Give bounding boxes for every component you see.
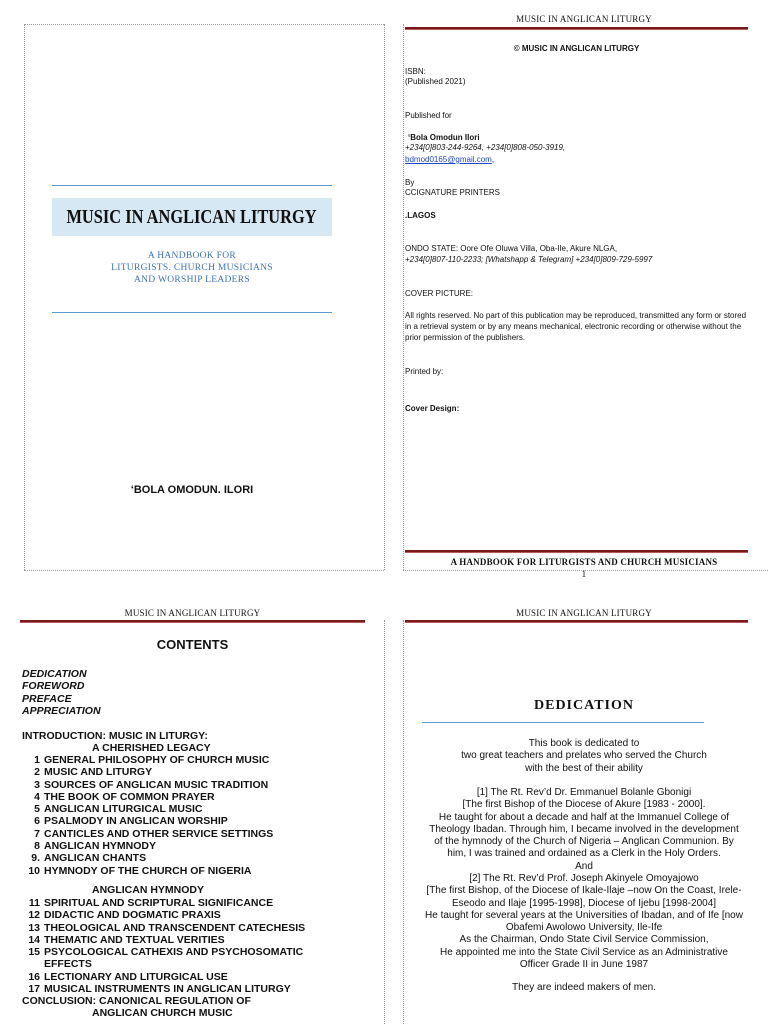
footer-text: A HANDBOOK FOR LITURGISTS AND CHURCH MUSICIANS xyxy=(450,557,718,567)
toc-introduction xyxy=(22,730,211,755)
dedication-line: He taught for about a decade and half at the Immanuel College of xyxy=(438,811,730,823)
ondo-address: ONDO STATE: Oore Ofe Oluwa Villa, Oba-Ile, Akure NLGA, xyxy=(405,244,618,253)
toc-chapter[interactable] xyxy=(26,766,273,778)
toc-number: 6 xyxy=(34,815,40,828)
toc-chapters-b xyxy=(26,897,305,995)
toc-chapter-title: LECTIONARY AND LITURGICAL USE xyxy=(44,970,228,983)
dedication-line: Eseodo and Ilaje [1995-1998], Diocese of Ijebu [1998-2004] xyxy=(451,897,717,909)
toc-chapter[interactable] xyxy=(26,897,305,909)
toc-chapter[interactable] xyxy=(26,779,273,791)
published-year: (Published 2021) xyxy=(405,77,466,86)
toc-chapter[interactable] xyxy=(26,934,305,946)
rights-line: prior permission of the publishers. xyxy=(405,333,526,342)
dedication-line: of the hymnody of the Church of Nigeria – Anglican Communion. By xyxy=(434,836,734,848)
toc-chapter-title: PSYCOLOGICAL CATHEXIS AND PSYCHOSOMATIC xyxy=(44,946,304,959)
contents-title: CONTENTS xyxy=(156,637,229,652)
subtitle-line: A HANDBOOK FOR xyxy=(147,251,237,261)
dedication-line: [The first Bishop of the Diocese of Akure [1983 - 2000]. xyxy=(462,799,706,811)
toc-item[interactable]: FOREWORD xyxy=(22,680,85,693)
toc-number: 13 xyxy=(28,921,40,934)
toc-number: 17 xyxy=(28,983,40,996)
toc-item: A CHERISHED LEGACY xyxy=(92,742,211,755)
footer-rule xyxy=(405,550,748,553)
toc-number: 9. xyxy=(31,852,40,865)
toc-chapter-title: ANGLICAN HYMNODY xyxy=(44,840,156,853)
cover-title-box xyxy=(52,198,332,236)
cover-border-bottom xyxy=(24,570,384,571)
toc-chapter-title: THEOLOGICAL AND TRANSCENDENT CATECHESIS xyxy=(44,921,306,934)
toc-chapter[interactable] xyxy=(26,865,273,877)
contents-border-right xyxy=(384,620,385,1024)
header-rule xyxy=(405,620,748,623)
toc-chapter[interactable] xyxy=(26,828,273,840)
publisher-email-line xyxy=(405,155,494,165)
dedication-line: As the Chairman, Ondo State Civil Service Commission, xyxy=(459,934,709,946)
running-head: MUSIC IN ANGLICAN LITURGY xyxy=(124,608,261,618)
running-head: MUSIC IN ANGLICAN LITURGY xyxy=(516,608,652,618)
cover-subtitle xyxy=(52,250,332,286)
toc-chapter-title: SOURCES OF ANGLICAN MUSIC TRADITION xyxy=(44,778,269,791)
by-label: By xyxy=(405,178,415,187)
cover-design-label: Cover Design: xyxy=(405,404,460,413)
toc-item: ANGLICAN CHURCH MUSIC xyxy=(92,1007,233,1020)
toc-number: 11 xyxy=(28,897,40,909)
toc-item[interactable]: CONCLUSION: CANONICAL REGULATION OF xyxy=(22,995,251,1007)
toc-item[interactable]: DEDICATION xyxy=(22,668,87,680)
copyright-border-left xyxy=(403,24,404,570)
toc-chapter-title: THE BOOK OF COMMON PRAYER xyxy=(44,790,215,803)
toc-chapter-title: DIDACTIC AND DOGMATIC PRAXIS xyxy=(44,909,221,922)
dedication-line: He appointed me into the State Civil Service as an Administrative xyxy=(440,946,728,958)
rights-line: in a retrieval system or by any means mechanical, electronic recording or otherwise without the xyxy=(405,322,742,331)
toc-chapter[interactable] xyxy=(26,971,305,983)
printer-city: .LAGOS xyxy=(405,211,436,220)
toc-conclusion xyxy=(22,995,251,1020)
toc-chapter-title: MUSIC AND LITURGY xyxy=(44,766,153,779)
toc-chapter[interactable] xyxy=(26,946,305,958)
printer-name: CCIGNATURE PRINTERS xyxy=(405,188,500,197)
running-head: MUSIC IN ANGLICAN LITURGY xyxy=(516,14,652,24)
cover-picture-label: COVER PICTURE: xyxy=(405,289,474,298)
toc-number: 12 xyxy=(28,909,40,922)
header-rule xyxy=(20,620,365,623)
copyright-heading: © MUSIC IN ANGLICAN LITURGY xyxy=(513,44,640,53)
toc-chapter[interactable] xyxy=(26,983,305,995)
page-number: 1 xyxy=(581,569,587,579)
toc-chapter-title: MUSICAL INSTRUMENTS IN ANGLICAN LITURGY xyxy=(44,983,291,996)
toc-chapter[interactable] xyxy=(26,852,273,864)
dedication-title: DEDICATION xyxy=(534,698,634,713)
toc-chapter[interactable] xyxy=(26,815,273,827)
printed-by-label: Printed by: xyxy=(405,367,444,376)
dedication-line: with the best of their ability xyxy=(525,762,643,774)
toc-chapter[interactable] xyxy=(26,791,273,803)
toc-chapter-title: ANGLICAN LITURGICAL MUSIC xyxy=(44,803,203,816)
subtitle-line: AND WORSHIP LEADERS xyxy=(133,275,250,285)
dedication-second xyxy=(405,873,763,971)
toc-chapter-title: ANGLICAN CHANTS xyxy=(44,852,147,865)
toc-chapter-title: EFFECTS xyxy=(44,958,92,971)
toc-chapter[interactable] xyxy=(26,840,273,852)
dedication-first xyxy=(405,787,763,873)
dedication-line: And xyxy=(575,860,593,872)
dedication-line: He taught for several years at the Universities of Ibadan, and of Ife [now xyxy=(425,909,743,921)
dedication-closing: They are indeed makers of men. xyxy=(512,982,656,993)
toc-chapter-title: THEMATIC AND TEXTUAL VERITIES xyxy=(44,933,225,946)
dedication-line: [1] The Rt. Rev’d Dr. Emmanuel Bolanle Gbonigi xyxy=(476,787,692,798)
ondo-phones: +234[0]807-110-2233; [Whatshapp & Telegram] +234[0]809-729-5997 xyxy=(405,255,653,264)
toc-item[interactable]: APPRECIATION xyxy=(22,704,101,717)
toc-front-matter xyxy=(22,668,101,717)
rights-line: All rights reserved. No part of this publication may be reproduced, transmitted any form or stored xyxy=(405,311,747,320)
toc-chapter-title: GENERAL PHILOSOPHY OF CHURCH MUSIC xyxy=(44,754,270,766)
toc-chapter[interactable] xyxy=(26,803,273,815)
toc-number: 3 xyxy=(34,778,40,791)
cover-border-left xyxy=(24,24,25,570)
toc-number: 7 xyxy=(34,827,40,840)
toc-number: 15 xyxy=(28,946,40,959)
toc-chapter-title: CANTICLES AND OTHER SERVICE SETTINGS xyxy=(44,827,274,840)
email-suffix: , xyxy=(491,155,495,164)
dedication-intro xyxy=(405,738,763,775)
published-for-label: Published for xyxy=(405,111,452,120)
dedication-line: two great teachers and prelates who served the Church xyxy=(461,750,707,762)
dedication-line: Officer Grade II in June 1987 xyxy=(519,959,649,971)
toc-item[interactable]: INTRODUCTION: MUSIC IN LITURGY: xyxy=(22,730,208,742)
cover-top-rule xyxy=(52,185,332,186)
toc-chapter-title: HYMNODY OF THE CHURCH OF NIGERIA xyxy=(44,864,252,877)
header-rule xyxy=(405,27,748,30)
toc-chapter[interactable] xyxy=(26,909,305,921)
toc-chapters-a xyxy=(26,754,273,877)
dedication-underline xyxy=(422,722,704,723)
dedication-line: [2] The Rt. Rev’d Prof. Joseph Akinyele Omoyajowo xyxy=(469,873,699,884)
dedication-line: Theology Ibadan. Through him, I became involved in the development xyxy=(429,823,739,835)
publisher-name: ‘Bola Omodun Ilori xyxy=(408,133,480,142)
dedication-line: This book is dedicated to xyxy=(528,738,640,749)
publisher-phones: +234[0]803-244-9264, +234[0]808-050-3919, xyxy=(405,143,566,152)
cover-border-top xyxy=(24,24,384,25)
isbn-label: ISBN: xyxy=(405,67,426,76)
toc-number: 4 xyxy=(34,790,40,803)
cover-bottom-rule xyxy=(52,312,332,313)
toc-number: 1 xyxy=(34,754,40,766)
toc-chapter-title: PSALMODY IN ANGLICAN WORSHIP xyxy=(44,815,228,828)
toc-number: 10 xyxy=(28,864,40,877)
toc-chapter[interactable] xyxy=(26,754,273,766)
toc-chapter[interactable] xyxy=(26,958,305,970)
toc-section-heading: ANGLICAN HYMNODY xyxy=(92,884,204,896)
dedication-line: him, I was trained and ordained as a Clerk in the Holy Orders. xyxy=(447,848,721,860)
toc-number: 5 xyxy=(34,803,40,816)
dedication-line: Obafemi Awolowo University, Ile-Ife xyxy=(505,922,663,934)
toc-number: 2 xyxy=(34,766,40,779)
toc-chapter-title: SPIRITUAL AND SCRIPTURAL SIGNIFICANCE xyxy=(44,897,274,909)
toc-number: 16 xyxy=(28,970,40,983)
dedication-line: [The first Bishop, of the Diocese of Ikale-Ilaje –now On the Coast, Irele- xyxy=(426,885,742,897)
cover-border-right xyxy=(384,24,385,570)
cover-title: MUSIC IN ANGLICAN LITURGY xyxy=(66,205,318,228)
subtitle-line: LITURGISTS. CHURCH MUSICIANS xyxy=(111,263,273,273)
toc-chapter[interactable] xyxy=(26,922,305,934)
email-link[interactable]: bdmod0165@gmail.com xyxy=(405,155,492,164)
cover-author: ‘BOLA OMODUN. ILORI xyxy=(130,484,254,496)
toc-number: 14 xyxy=(28,933,40,946)
dedication-border-left xyxy=(403,620,404,1024)
toc-number: 8 xyxy=(34,840,40,853)
toc-item[interactable]: PREFACE xyxy=(22,692,72,705)
